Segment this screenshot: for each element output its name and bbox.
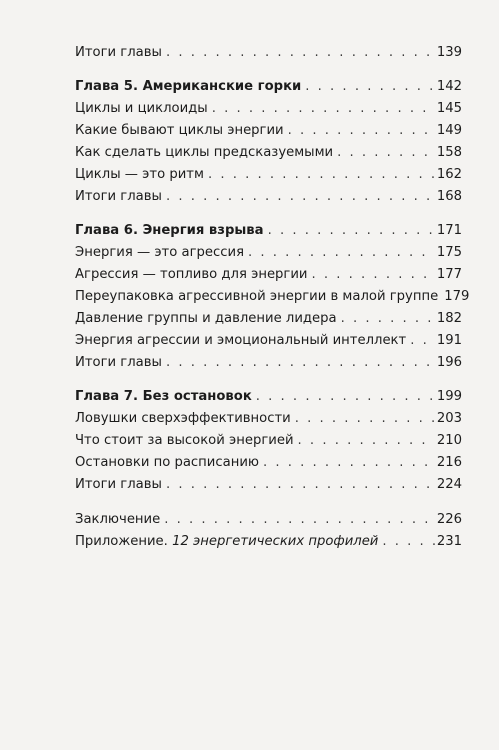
toc-entry-title: Остановки по расписанию <box>75 455 259 470</box>
chapter-title: Глава 5. Американские горки <box>75 79 302 94</box>
toc-entry <box>75 45 462 67</box>
toc-entry <box>75 333 462 355</box>
toc-entry <box>75 189 462 211</box>
toc-entry <box>75 123 462 145</box>
chapter-heading <box>75 389 462 411</box>
toc-entry-page: 210 <box>436 433 462 448</box>
toc-entry-page: 168 <box>436 189 462 204</box>
chapter-title: Глава 6. Энергия взрыва <box>75 223 264 238</box>
dot-leader <box>295 411 435 426</box>
toc-entry <box>75 411 462 433</box>
appendix-label: Приложение. <box>75 534 168 549</box>
toc-entry <box>75 245 462 267</box>
toc-entry-title: Давление группы и давление лидера <box>75 311 337 326</box>
dot-leader <box>166 477 435 492</box>
toc-entry-title: Переупаковка агрессивной энергии в малой группе <box>75 289 439 304</box>
toc-entry-title: Какие бывают циклы энергии <box>75 123 284 138</box>
toc-entry <box>75 477 462 499</box>
dot-leader <box>164 512 435 527</box>
toc-entry-title: Что стоит за высокой энергией <box>75 433 294 448</box>
toc-entry-page: 179 <box>444 289 470 304</box>
dot-leader <box>268 223 435 238</box>
toc-entry <box>75 167 462 189</box>
dot-leader <box>166 189 435 204</box>
dot-leader <box>298 433 435 448</box>
toc-entry-title: Итоги главы <box>75 355 162 370</box>
toc-entry-page: 162 <box>436 167 462 182</box>
toc-entry <box>75 289 470 311</box>
toc-entry <box>75 145 462 167</box>
toc-entry-page: 224 <box>436 477 462 492</box>
toc-entry-page: 139 <box>436 45 462 60</box>
dot-leader <box>256 389 435 404</box>
toc-entry <box>75 267 462 289</box>
toc-entry-title <box>75 534 378 549</box>
toc-entry-title: Итоги главы <box>75 189 162 204</box>
toc-entry <box>75 433 462 455</box>
dot-leader <box>248 245 435 260</box>
dot-leader <box>410 333 435 348</box>
toc-entry-title: Заключение <box>75 512 161 527</box>
toc-entry <box>75 101 462 123</box>
appendix-subtitle: 12 энергетических профилей <box>172 534 379 549</box>
toc-entry-appendix <box>75 534 462 556</box>
toc-entry-title: Энергия — это агрессия <box>75 245 244 260</box>
dot-leader <box>382 534 434 549</box>
chapter-title: Глава 7. Без остановок <box>75 389 252 404</box>
dot-leader <box>166 355 435 370</box>
toc-entry-page: 226 <box>436 512 462 527</box>
toc-entry-title: Энергия агрессии и эмоциональный интеллект <box>75 333 407 348</box>
toc-entry-page: 216 <box>436 455 462 470</box>
toc-entry-title: Как сделать циклы предсказуемыми <box>75 145 334 160</box>
toc-entry-page: 182 <box>436 311 462 326</box>
dot-leader <box>305 79 435 94</box>
dot-leader <box>263 455 435 470</box>
toc-entry-title: Агрессия — топливо для энергии <box>75 267 308 282</box>
toc-entry-conclusion <box>75 512 462 534</box>
table-of-contents <box>75 45 470 556</box>
toc-entry-page: 196 <box>436 355 462 370</box>
chapter-page: 171 <box>436 223 462 238</box>
toc-entry-page: 177 <box>436 267 462 282</box>
toc-entry-page: 203 <box>436 411 462 426</box>
dot-leader <box>288 123 435 138</box>
toc-entry-title: Итоги главы <box>75 477 162 492</box>
toc-entry-page: 175 <box>436 245 462 260</box>
dot-leader <box>341 311 435 326</box>
toc-entry-page: 231 <box>436 534 462 549</box>
toc-entry-title: Ловушки сверхэффективности <box>75 411 291 426</box>
toc-entry-page: 149 <box>436 123 462 138</box>
toc-entry-title: Циклы — это ритм <box>75 167 204 182</box>
dot-leader <box>166 45 435 60</box>
dot-leader <box>312 267 435 282</box>
dot-leader <box>212 101 435 116</box>
toc-entry <box>75 355 462 377</box>
toc-entry-title: Итоги главы <box>75 45 162 60</box>
chapter-heading <box>75 79 462 101</box>
toc-entry-title: Циклы и циклоиды <box>75 101 208 116</box>
dot-leader <box>208 167 435 182</box>
toc-entry-page: 145 <box>436 101 462 116</box>
chapter-page: 142 <box>436 79 462 94</box>
chapter-page: 199 <box>436 389 462 404</box>
toc-entry-page: 158 <box>436 145 462 160</box>
chapter-heading <box>75 223 462 245</box>
toc-entry <box>75 455 462 477</box>
toc-entry-page: 191 <box>436 333 462 348</box>
toc-entry <box>75 311 462 333</box>
dot-leader <box>337 145 435 160</box>
